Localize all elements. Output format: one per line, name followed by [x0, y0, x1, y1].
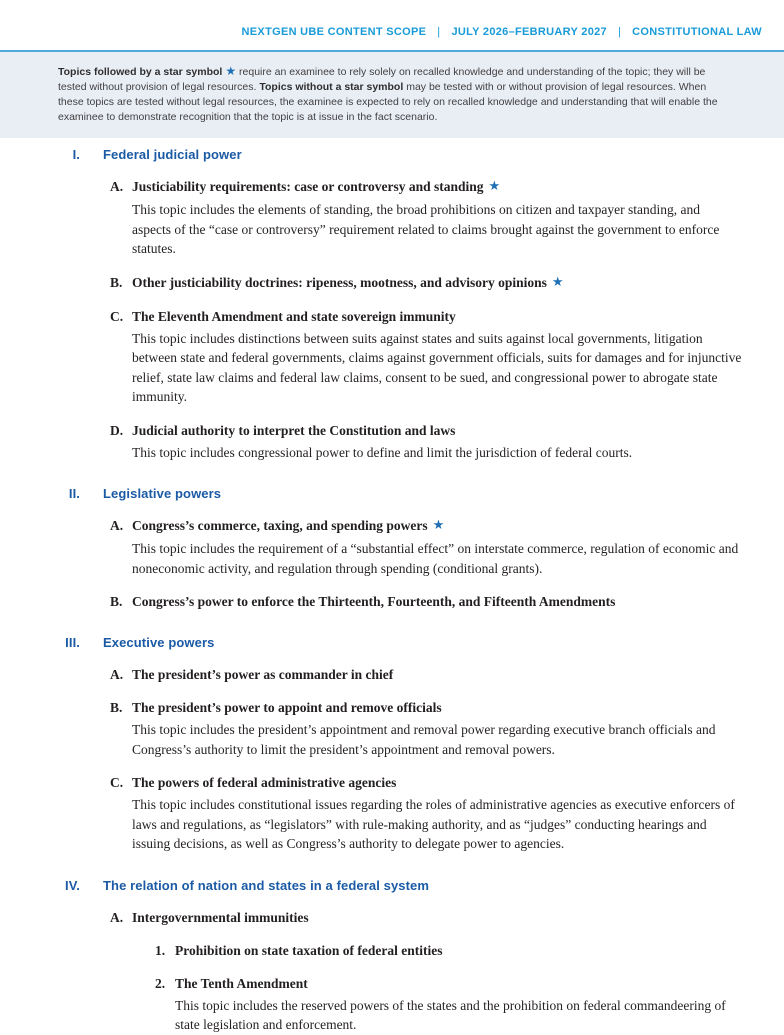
topic-label: C. [110, 775, 124, 790]
topic [110, 308, 742, 407]
topic-label: A. [110, 667, 124, 682]
section-title: Legislative powers [103, 486, 222, 501]
section-heading [50, 486, 742, 502]
topic [110, 593, 742, 611]
topic-title: Other justiciability doctrines: ripeness, mootness, and advisory opinions ★ [132, 274, 564, 290]
notice-mid-bold: Topics without a star symbol [259, 81, 404, 93]
topic-label: A. [110, 179, 124, 194]
section-nation-and-states [0, 878, 742, 1035]
topic [110, 517, 742, 578]
star-icon: ★ [432, 518, 445, 533]
star-icon: ★ [551, 274, 564, 290]
topic-title: The Eleventh Amendment and state sovereign immunity [132, 308, 456, 324]
section-numeral: II. [68, 486, 80, 501]
subtopic-label: 2. [155, 975, 166, 991]
header-separator: | [617, 26, 622, 38]
topic-title: Judicial authority to interpret the Constitution and laws [132, 422, 456, 438]
topic [110, 274, 742, 293]
section-numeral: I. [72, 147, 80, 162]
section-heading [50, 147, 742, 163]
subtopic [155, 942, 742, 960]
header-subject-text: CONSTITUTIONAL LAW [632, 26, 762, 38]
topic-body: This topic includes the requirement of a “substantial effect” on interstate commerce, regulation of economic and noneconomic activity, and regulation through spending (conditional grants). [132, 541, 739, 576]
topic-label: C. [110, 308, 124, 324]
section-title: Federal judicial power [103, 147, 242, 162]
subtopic-title: The Tenth Amendment [175, 975, 308, 991]
topic [110, 666, 742, 684]
topic [110, 774, 742, 854]
topic-body: This topic includes constitutional issues regarding the roles of administrative agencies as executive enforcers of laws and regulations, as “legislators” with rule-making authority, and as “judges” conducting hearings and issuing decisions, as well as Congress’s authority to delegate power to agencies. [132, 797, 735, 851]
star-legend-notice [0, 50, 784, 138]
topic-label: A. [110, 518, 124, 533]
topic-label: B. [110, 700, 123, 715]
content-outline [0, 147, 784, 1035]
section-numeral: IV. [64, 877, 80, 893]
topic [110, 909, 742, 1035]
section-federal-judicial-power [0, 147, 742, 462]
topic [110, 699, 742, 759]
section-heading [50, 878, 742, 894]
topic-label: A. [110, 909, 124, 925]
subtopic-label: 1. [155, 942, 166, 958]
topic-label: B. [110, 274, 123, 290]
section-legislative-powers [0, 486, 742, 611]
subtopic-title: Prohibition on state taxation of federal entities [175, 942, 443, 958]
section-numeral: III. [65, 635, 80, 650]
topic-title: The president’s power as commander in chief [132, 667, 394, 682]
topic-body: This topic includes congressional power to define and limit the jurisdiction of federal courts. [132, 444, 633, 460]
topic-title: Congress’s commerce, taxing, and spending powers ★ [132, 518, 445, 533]
topic-title: Justiciability requirements: case or controversy and standing ★ [132, 179, 501, 194]
topic [110, 422, 742, 463]
star-icon: ★ [488, 179, 501, 194]
notice-text-1: require an examinee to rely solely on recalled knowledge and understanding of the topic; they will be tested without provision of legal resources. [58, 66, 706, 93]
section-heading [50, 635, 742, 651]
section-executive-powers [0, 635, 742, 854]
header-dates-text: JULY 2026–FEBRUARY 2027 [451, 26, 607, 38]
topic-label: D. [110, 422, 124, 438]
topic-body: This topic includes distinctions between suits against states and suits against local governments, litigation between state and federal governments, claims against government officials, suits for damages and for injunctive relief, state law claims and federal law claims, consent to be sued, and congressional power to abrogate state immunity. [132, 330, 742, 404]
header-scope-text: NEXTGEN UBE CONTENT SCOPE [241, 26, 427, 38]
section-title: Executive powers [103, 635, 215, 650]
notice-text-2: may be tested with or without provision of legal resources. When these topics are tested without legal resources, the examinee is expected to rely on recalled knowledge and understanding that will enable the examinee to demonstrate recognition that the topic is at issue in the fact scenario. [58, 81, 718, 123]
section-title: The relation of nation and states in a federal system [103, 877, 430, 893]
notice-lead-bold: Topics followed by a star symbol [58, 66, 223, 78]
topic-body: This topic includes the president’s appointment and removal power regarding executive branch officials and Congress’s authority to limit the president’s appointment and removal powers. [132, 722, 716, 757]
topic-title: Intergovernmental immunities [132, 909, 309, 925]
subtopic [155, 975, 742, 1035]
header-separator: | [437, 26, 441, 38]
topic [110, 178, 742, 259]
topic-title: The president’s power to appoint and remove officials [132, 700, 442, 715]
star-icon: ★ [225, 64, 237, 78]
topic-title: Congress’s power to enforce the Thirteenth, Fourteenth, and Fifteenth Amendments [132, 594, 616, 609]
topic-title: The powers of federal administrative agencies [132, 775, 397, 790]
topic-label: B. [110, 594, 123, 609]
topic-body: This topic includes the elements of standing, the broad prohibitions on citizen and taxpayer standing, and aspects of the “case or controversy” requirement related to claims brought against the government to enforce statutes. [132, 202, 720, 256]
subtopic-body: This topic includes the reserved powers of the states and the prohibition on federal commandeering of state legislation and enforcement. [175, 997, 726, 1032]
page-header [0, 0, 784, 38]
